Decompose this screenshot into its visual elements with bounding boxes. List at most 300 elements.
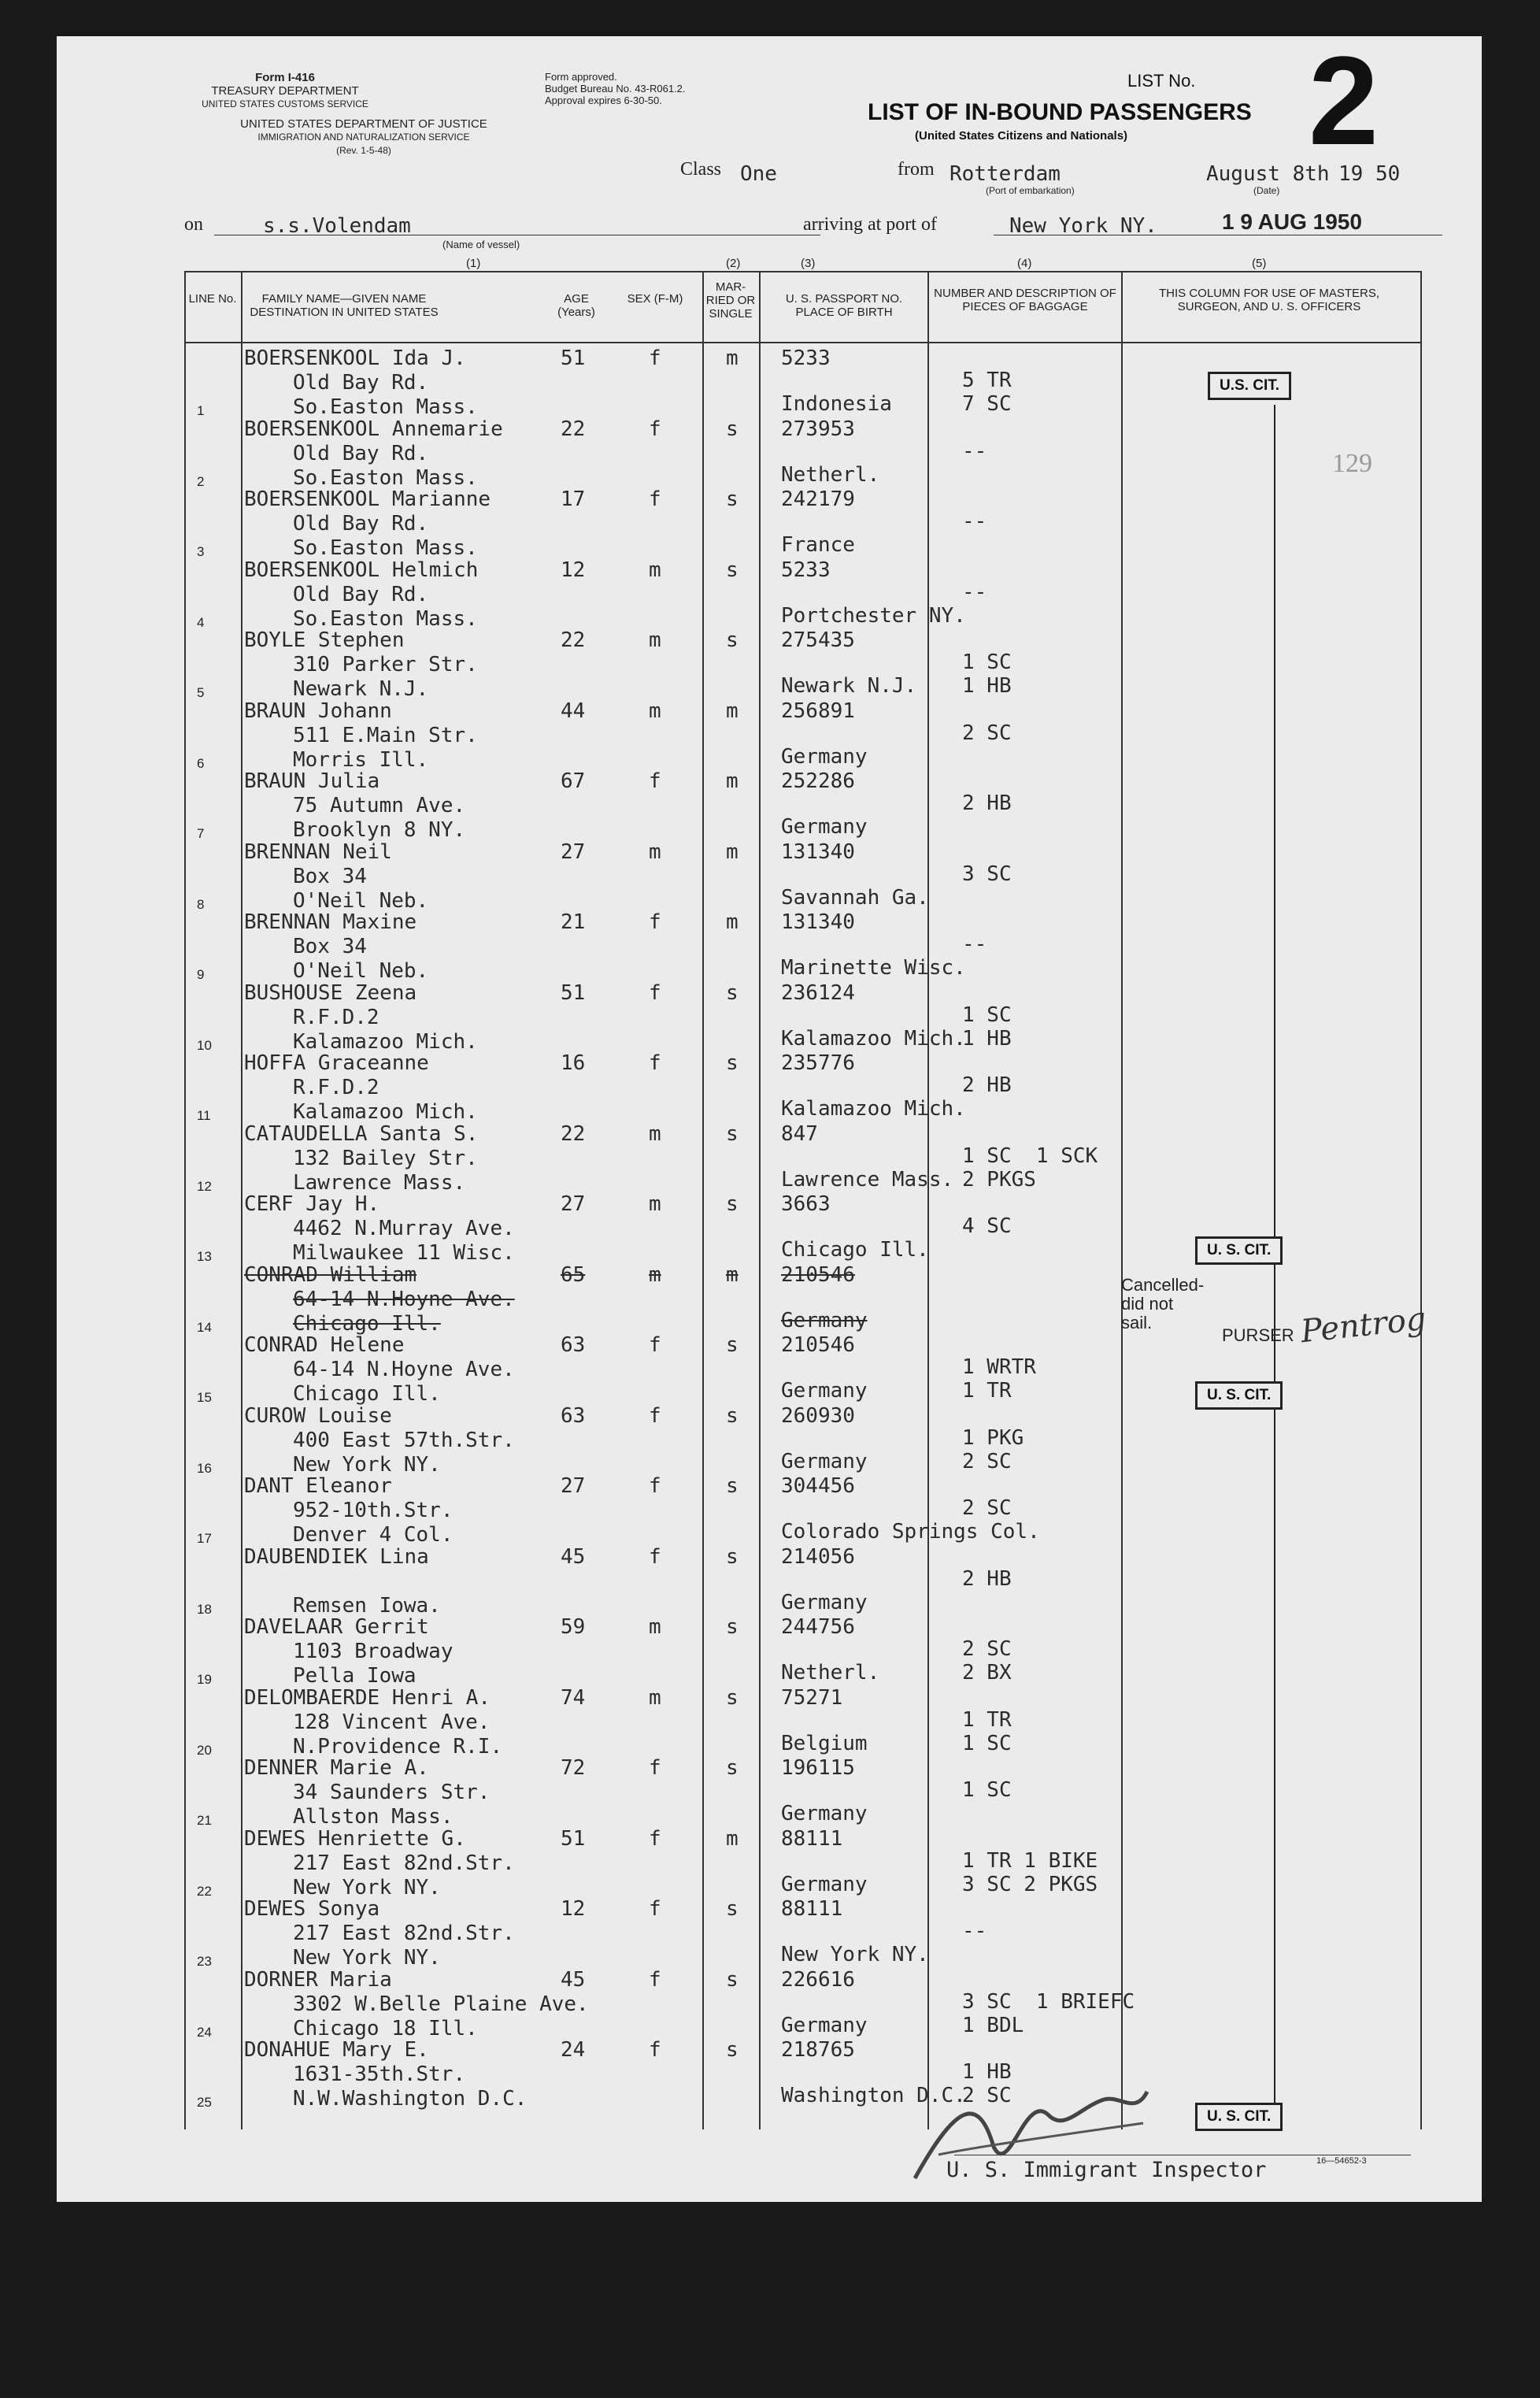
row-passport-number: 847	[781, 1121, 818, 1146]
row-name: DELOMBAERDE Henri A.	[244, 1685, 491, 1710]
row-address-line-1: 310 Parker Str.	[293, 653, 478, 676]
row-baggage-1: 3 SC	[962, 862, 1012, 886]
row-address-line-1: Old Bay Rd.	[293, 582, 429, 606]
row-marital-status: s	[726, 1544, 739, 1569]
row-age: 22	[561, 1121, 586, 1146]
row-address-line-2: Pella Iowa	[293, 1664, 416, 1688]
row-address-line-1: Old Bay Rd.	[293, 512, 429, 536]
justice-block	[183, 117, 545, 158]
row-line-number: 9	[197, 967, 205, 982]
row-address-line-2: Kalamazoo Mich.	[293, 1029, 478, 1054]
row-name: BRAUN Julia	[244, 769, 380, 793]
row-baggage-1: 2 SC	[962, 721, 1012, 745]
row-address-line-2: Kalamazoo Mich.	[293, 1100, 478, 1124]
row-address-line-1: 64-14 N.Hoyne Ave.	[293, 1287, 515, 1311]
table-row	[57, 840, 1482, 911]
row-line-number: 19	[197, 1672, 212, 1687]
col-index-5: (5)	[1252, 257, 1267, 270]
table-row	[57, 558, 1482, 629]
row-place-of-birth: Washington D.C.	[781, 2084, 966, 2107]
row-baggage-1: 2 HB	[962, 1566, 1012, 1591]
row-baggage-1: 1 TR	[962, 1707, 1012, 1732]
row-address-line-1: 132 Bailey Str.	[293, 1146, 478, 1170]
row-baggage-1: 1 SC	[962, 1003, 1012, 1027]
row-line-number: 22	[197, 1883, 212, 1899]
row-name: DEWES Henriette G.	[244, 1826, 466, 1851]
row-name: DANT Eleanor	[244, 1474, 392, 1498]
row-age: 67	[561, 769, 586, 793]
purser-label: PURSER	[1222, 1325, 1294, 1345]
row-age: 21	[561, 910, 586, 934]
row-age: 63	[561, 1333, 586, 1357]
row-passport-number: 3663	[781, 1192, 831, 1216]
row-marital-status: m	[726, 699, 739, 723]
row-address-line-1: 511 E.Main Str.	[293, 723, 478, 747]
row-passport-number: 196115	[781, 1756, 855, 1780]
row-age: 27	[561, 839, 586, 864]
row-place-of-birth: Portchester NY.	[781, 603, 966, 628]
row-line-number: 25	[197, 2095, 212, 2110]
row-address-line-1: 4462 N.Murray Ave.	[293, 1217, 515, 1240]
col-index-2: (2)	[726, 257, 741, 270]
row-line-number: 15	[197, 1390, 212, 1405]
row-marital-status: m	[726, 1826, 739, 1851]
budget-bureau: Budget Bureau No. 43-R061.2.	[545, 83, 686, 95]
row-address-line-2: New York NY.	[293, 1452, 441, 1477]
col-index-1: (1)	[466, 257, 481, 270]
row-address-line-2: Morris Ill.	[293, 747, 429, 772]
table-row	[57, 1404, 1482, 1475]
row-age: 65	[561, 1262, 586, 1287]
row-baggage-1: --	[962, 510, 987, 533]
row-address-line-2: New York NY.	[293, 1946, 441, 1970]
row-address-line-1: 400 East 57th.Str.	[293, 1428, 515, 1452]
row-place-of-birth: Colorado Springs Col.	[781, 1520, 1040, 1544]
row-address-line-2: O'Neil Neb.	[293, 959, 429, 983]
row-line-number: 3	[197, 544, 205, 559]
form-approved: Form approved.	[545, 71, 617, 83]
us-cit-stamp: U.S. CIT.	[1208, 372, 1291, 400]
table-row	[57, 628, 1482, 699]
row-sex: f	[649, 1544, 661, 1569]
vessel-caption: (Name of vessel)	[442, 239, 520, 250]
row-address-line-1: Box 34	[293, 935, 367, 958]
row-line-number: 16	[197, 1460, 212, 1476]
row-marital-status: m	[726, 910, 739, 934]
row-baggage-1: 1 PKG	[962, 1425, 1024, 1450]
row-passport-number: 242179	[781, 487, 855, 511]
row-address-line-2: Milwaukee 11 Wisc.	[293, 1241, 515, 1265]
row-passport-number: 131340	[781, 839, 855, 864]
row-sex: m	[649, 699, 661, 723]
arriving-label: arriving at port of	[803, 214, 937, 235]
row-address-line-1: 64-14 N.Hoyne Ave.	[293, 1358, 515, 1381]
row-passport-number: 218765	[781, 2038, 855, 2062]
row-line-number: 18	[197, 1601, 212, 1617]
row-age: 45	[561, 1544, 586, 1569]
row-place-of-birth: Kalamazoo Mich.	[781, 1026, 966, 1051]
row-marital-status: m	[726, 347, 739, 370]
date-value: August 8th	[1206, 162, 1330, 186]
row-passport-number: 304456	[781, 1474, 855, 1498]
row-address-line-1: R.F.D.2	[293, 1005, 379, 1029]
row-passport-number: 236124	[781, 980, 855, 1005]
row-baggage-2: 2 SC	[962, 1449, 1012, 1473]
row-place-of-birth: Kalamazoo Mich.	[781, 1097, 966, 1121]
form-number: Form I-416	[255, 71, 315, 84]
row-age: 59	[561, 1615, 586, 1639]
row-passport-number: 226616	[781, 1967, 855, 1992]
class-label: Class	[680, 159, 722, 180]
row-name: BOYLE Stephen	[244, 628, 405, 652]
row-marital-status: s	[726, 628, 739, 652]
row-passport-number: 210546	[781, 1333, 855, 1357]
us-cit-stamp: U. S. CIT.	[1195, 1381, 1283, 1410]
row-line-number: 10	[197, 1037, 212, 1053]
row-line-number: 7	[197, 826, 205, 841]
cancelled-line-1: Cancelled-	[1121, 1275, 1205, 1295]
row-name: DAUBENDIEK Lina	[244, 1544, 429, 1569]
row-address-line-1: 217 East 82nd.Str.	[293, 1922, 515, 1945]
row-baggage-1: 1 SC	[962, 650, 1012, 674]
row-address-line-2: So.Easton Mass.	[293, 465, 478, 490]
row-sex: m	[649, 839, 661, 864]
row-age: 51	[561, 1826, 586, 1851]
row-name: CONRAD William	[244, 1262, 417, 1287]
row-name: DONAHUE Mary E.	[244, 2038, 429, 2062]
row-address-line-1: 34 Saunders Str.	[293, 1781, 491, 1804]
row-line-number: 6	[197, 755, 205, 771]
on-label: on	[184, 214, 203, 235]
row-age: 72	[561, 1756, 586, 1780]
row-marital-status: s	[726, 1474, 739, 1498]
row-line-number: 4	[197, 614, 205, 630]
row-address-line-1: 1631-35th.Str.	[293, 2063, 466, 2086]
row-address-line-1: 3302 W.Belle Plaine Ave.	[293, 1992, 589, 2016]
col-header-name: FAMILY NAME—GIVEN NAME DESTINATION IN UNITED STATES	[250, 292, 439, 319]
row-passport-number: 131340	[781, 910, 855, 934]
row-baggage-1: 2 HB	[962, 1073, 1012, 1097]
row-line-number: 20	[197, 1742, 212, 1758]
list-no-value: 2	[1309, 30, 1379, 171]
row-sex: f	[649, 1967, 661, 1992]
row-place-of-birth: Belgium	[781, 1731, 868, 1755]
row-baggage-2: 1 HB	[962, 674, 1012, 698]
us-cit-stamp: U. S. CIT.	[1195, 1236, 1283, 1265]
table-row	[57, 417, 1482, 488]
table-top-border	[184, 271, 1420, 272]
row-age: 44	[561, 699, 586, 723]
row-place-of-birth: Germany	[781, 1449, 868, 1473]
row-marital-status: s	[726, 1403, 739, 1428]
dept-treasury: TREASURY DEPARTMENT	[211, 84, 359, 98]
row-place-of-birth: Indonesia	[781, 392, 892, 416]
row-passport-number: 88111	[781, 1826, 843, 1851]
col-header-officers: THIS COLUMN FOR USE OF MASTERS, SURGEON, AND U. S. OFFICERS	[1158, 287, 1380, 313]
row-sex: m	[649, 628, 661, 652]
row-sex: m	[649, 1615, 661, 1639]
row-baggage-1: 1 SC	[962, 1778, 1012, 1802]
row-address-line-2: Lawrence Mass.	[293, 1170, 466, 1195]
row-marital-status: s	[726, 487, 739, 511]
row-sex: f	[649, 1403, 661, 1428]
col-header-age: AGE (Years)	[557, 292, 595, 319]
row-age: 22	[561, 628, 586, 652]
row-sex: f	[649, 417, 661, 441]
row-sex: f	[649, 1333, 661, 1357]
row-baggage-1: 4 SC	[962, 1214, 1012, 1238]
row-baggage-2: 2 BX	[962, 1661, 1012, 1685]
ins-service: IMMIGRATION AND NATURALIZATION SERVICE	[257, 132, 470, 143]
row-address-line-1: Old Bay Rd.	[293, 371, 429, 395]
row-name: CATAUDELLA Santa S.	[244, 1121, 479, 1146]
row-sex: f	[649, 1897, 661, 1921]
row-place-of-birth: Germany	[781, 744, 868, 769]
row-address-line-1: Box 34	[293, 864, 367, 888]
form-subtitle: (United States Citizens and Nationals)	[915, 129, 1128, 143]
row-name: BOERSENKOOL Marianne	[244, 487, 491, 511]
row-age: 12	[561, 1897, 586, 1921]
row-address-line-1: 75 Autumn Ave.	[293, 794, 466, 817]
row-passport-number: 210546	[781, 1262, 855, 1287]
row-passport-number: 75271	[781, 1685, 843, 1710]
row-baggage-2: 1 SC	[962, 1731, 1012, 1755]
row-place-of-birth: Germany	[781, 1379, 868, 1403]
row-passport-number: 273953	[781, 417, 855, 441]
cancelled-note	[1121, 1276, 1204, 1332]
row-address-line-2: Allston Mass.	[293, 1805, 453, 1829]
row-address-line-2: Remsen Iowa.	[293, 1593, 441, 1618]
row-age: 22	[561, 417, 586, 441]
row-baggage-1: 1 TR 1 BIKE	[962, 1848, 1098, 1873]
row-line-number: 5	[197, 685, 205, 700]
col-header-line-no: LINE No.	[188, 292, 237, 306]
row-baggage-1: --	[962, 1919, 987, 1943]
row-age: 45	[561, 1967, 586, 1992]
row-marital-status: s	[726, 1615, 739, 1639]
row-sex: f	[649, 1756, 661, 1780]
table-header-border	[184, 342, 1420, 343]
table-row	[57, 2038, 1482, 2109]
row-baggage-1: 1 HB	[962, 2060, 1012, 2084]
dept-justice: UNITED STATES DEPARTMENT OF JUSTICE	[240, 117, 487, 131]
row-sex: f	[649, 910, 661, 934]
row-line-number: 2	[197, 473, 205, 489]
row-name: BRAUN Johann	[244, 699, 392, 723]
row-marital-status: s	[726, 980, 739, 1005]
row-marital-status: s	[726, 1685, 739, 1710]
row-address-line-1: Old Bay Rd.	[293, 441, 429, 465]
date-caption: (Date)	[1253, 185, 1280, 196]
row-passport-number: 260930	[781, 1403, 855, 1428]
row-age: 27	[561, 1192, 586, 1216]
row-name: BOERSENKOOL Ida J.	[244, 347, 466, 370]
row-address-line-2: So.Easton Mass.	[293, 536, 478, 560]
row-address-line-2: O'Neil Neb.	[293, 888, 429, 913]
row-age: 24	[561, 2038, 586, 2062]
us-cit-stamp: U. S. CIT.	[1195, 2103, 1283, 2131]
row-place-of-birth: Lawrence Mass.	[781, 1167, 954, 1192]
col-header-sex: SEX (F-M)	[627, 292, 683, 306]
row-passport-number: 252286	[781, 769, 855, 793]
row-age: 27	[561, 1474, 586, 1498]
row-baggage-2: 1 BDL	[962, 2013, 1024, 2037]
row-baggage-2: 2 PKGS	[962, 1167, 1036, 1192]
revision: (Rev. 1-5-48)	[336, 145, 391, 156]
customs-service: UNITED STATES CUSTOMS SERVICE	[202, 98, 368, 109]
row-passport-number: 88111	[781, 1897, 843, 1921]
row-age: 51	[561, 347, 586, 370]
row-sex: f	[649, 1826, 661, 1851]
row-age: 74	[561, 1685, 586, 1710]
arrival-date-stamp: 1 9 AUG 1950	[1222, 209, 1362, 234]
row-baggage-2: 3 SC 2 PKGS	[962, 1872, 1098, 1896]
row-baggage-1: 2 SC	[962, 1637, 1012, 1661]
row-sex: m	[649, 1685, 661, 1710]
vessel-value: s.s.Volendam	[263, 214, 411, 238]
row-baggage-1: --	[962, 439, 987, 463]
row-age: 17	[561, 487, 586, 511]
row-place-of-birth: Germany	[781, 815, 868, 839]
row-marital-status: m	[726, 839, 739, 864]
row-passport-number: 256891	[781, 699, 855, 723]
row-address-line-2: Newark N.J.	[293, 677, 429, 701]
row-address-line-2: New York NY.	[293, 1875, 441, 1899]
row-name: CERF Jay H.	[244, 1192, 380, 1216]
row-sex: f	[649, 1051, 661, 1075]
col-header-baggage: NUMBER AND DESCRIPTION OF PIECES OF BAGGAGE	[934, 287, 1116, 313]
row-age: 51	[561, 980, 586, 1005]
row-name: BOERSENKOOL Annemarie	[244, 417, 503, 441]
class-value: One	[740, 162, 777, 186]
table-row	[57, 1051, 1482, 1122]
arrival-port: New York NY.	[1009, 214, 1157, 238]
table-row	[57, 699, 1482, 770]
port-embarkation-caption: (Port of embarkation)	[986, 185, 1075, 196]
row-marital-status: s	[726, 1121, 739, 1146]
form-title: LIST OF IN-BOUND PASSENGERS	[868, 99, 1252, 125]
row-line-number: 8	[197, 896, 205, 912]
table-row	[57, 487, 1482, 558]
row-address-line-2: Brooklyn 8 NY.	[293, 818, 466, 842]
row-place-of-birth: Germany	[781, 1802, 868, 1825]
row-place-of-birth: Marinette Wisc.	[781, 956, 966, 980]
col-index-4: (4)	[1017, 257, 1032, 270]
row-line-number: 17	[197, 1531, 212, 1546]
row-place-of-birth: Netherl.	[781, 462, 880, 487]
row-sex: m	[649, 1262, 661, 1287]
row-baggage-1: 2 SC	[962, 1496, 1012, 1520]
table-row	[57, 1968, 1482, 2039]
row-baggage-1: 2 HB	[962, 791, 1012, 815]
row-place-of-birth: Germany	[781, 1308, 868, 1332]
row-baggage-2: 2 SC	[962, 2084, 1012, 2107]
row-name: CUROW Louise	[244, 1403, 392, 1428]
row-baggage-1: 1 WRTR	[962, 1355, 1036, 1379]
row-place-of-birth: Germany	[781, 1590, 868, 1614]
row-baggage-1: --	[962, 932, 987, 956]
row-address-line-1: 128 Vincent Ave.	[293, 1710, 491, 1734]
row-marital-status: s	[726, 417, 739, 441]
row-sex: m	[649, 558, 661, 582]
row-sex: f	[649, 1474, 661, 1498]
col-header-married: MAR- RIED OR SINGLE	[705, 280, 756, 321]
table-row	[57, 1263, 1482, 1334]
table-row	[57, 1545, 1482, 1616]
row-line-number: 21	[197, 1813, 212, 1828]
row-line-number: 12	[197, 1178, 212, 1194]
row-passport-number: 5233	[781, 347, 831, 370]
row-address-line-2: Denver 4 Col.	[293, 1523, 453, 1547]
row-place-of-birth: Chicago Ill.	[781, 1238, 929, 1262]
approval-block	[545, 71, 734, 106]
row-age: 16	[561, 1051, 586, 1075]
approval-expires: Approval expires 6-30-50.	[545, 95, 662, 106]
row-name: DORNER Maria	[244, 1967, 392, 1992]
cancelled-line-2: did not	[1121, 1294, 1174, 1314]
row-place-of-birth: France	[781, 533, 855, 557]
table-row	[57, 1615, 1482, 1686]
row-marital-status: s	[726, 1897, 739, 1921]
row-marital-status: s	[726, 1333, 739, 1357]
row-name: BOERSENKOOL Helmich	[244, 558, 479, 582]
row-place-of-birth: Savannah Ga.	[781, 885, 929, 910]
row-marital-status: s	[726, 1192, 739, 1216]
table-row	[57, 1897, 1482, 1968]
row-passport-number: 214056	[781, 1544, 855, 1569]
list-no-label: LIST No.	[1127, 71, 1196, 91]
row-passport-number: 244756	[781, 1615, 855, 1639]
form-code: 16—54652-3	[1316, 2156, 1367, 2166]
row-address-line-2: Chicago Ill.	[293, 1311, 441, 1336]
inspector-label: U. S. Immigrant Inspector	[946, 2158, 1267, 2182]
row-sex: f	[649, 980, 661, 1005]
row-marital-status: m	[726, 769, 739, 793]
table-row	[57, 1686, 1482, 1757]
row-passport-number: 275435	[781, 628, 855, 652]
row-name: HOFFA Graceanne	[244, 1051, 429, 1075]
margin-number: 129	[1332, 449, 1372, 478]
row-address-line-2: So.Easton Mass.	[293, 395, 478, 419]
row-name: BRENNAN Maxine	[244, 910, 417, 934]
row-line-number: 14	[197, 1319, 212, 1335]
table-row	[57, 1474, 1482, 1545]
row-name: DAVELAAR Gerrit	[244, 1615, 429, 1639]
cancelled-line-3: sail.	[1121, 1313, 1153, 1332]
inspector-signature	[907, 2060, 1159, 2194]
row-baggage-1: --	[962, 580, 987, 604]
row-baggage-2: 1 TR	[962, 1379, 1012, 1403]
row-marital-status: s	[726, 1756, 739, 1780]
row-baggage-2: 7 SC	[962, 392, 1012, 416]
row-address-line-1: R.F.D.2	[293, 1076, 379, 1099]
row-marital-status: m	[726, 1262, 739, 1287]
table-row	[57, 1122, 1482, 1193]
row-address-line-1: 217 East 82nd.Str.	[293, 1851, 515, 1875]
row-address-line-2: N.W.Washington D.C.	[293, 2087, 528, 2111]
row-sex: f	[649, 347, 661, 370]
row-baggage-1: 5 TR	[962, 369, 1012, 392]
row-age: 63	[561, 1403, 586, 1428]
form-block	[175, 71, 395, 111]
row-sex: m	[649, 1121, 661, 1146]
row-address-line-2: Chicago 18 Ill.	[293, 2016, 478, 2040]
from-label: from	[898, 159, 935, 180]
row-place-of-birth: New York NY.	[781, 1943, 929, 1966]
row-place-of-birth: Germany	[781, 1872, 868, 1896]
row-place-of-birth: Netherl.	[781, 1661, 880, 1685]
row-address-line-2: Chicago Ill.	[293, 1382, 441, 1406]
